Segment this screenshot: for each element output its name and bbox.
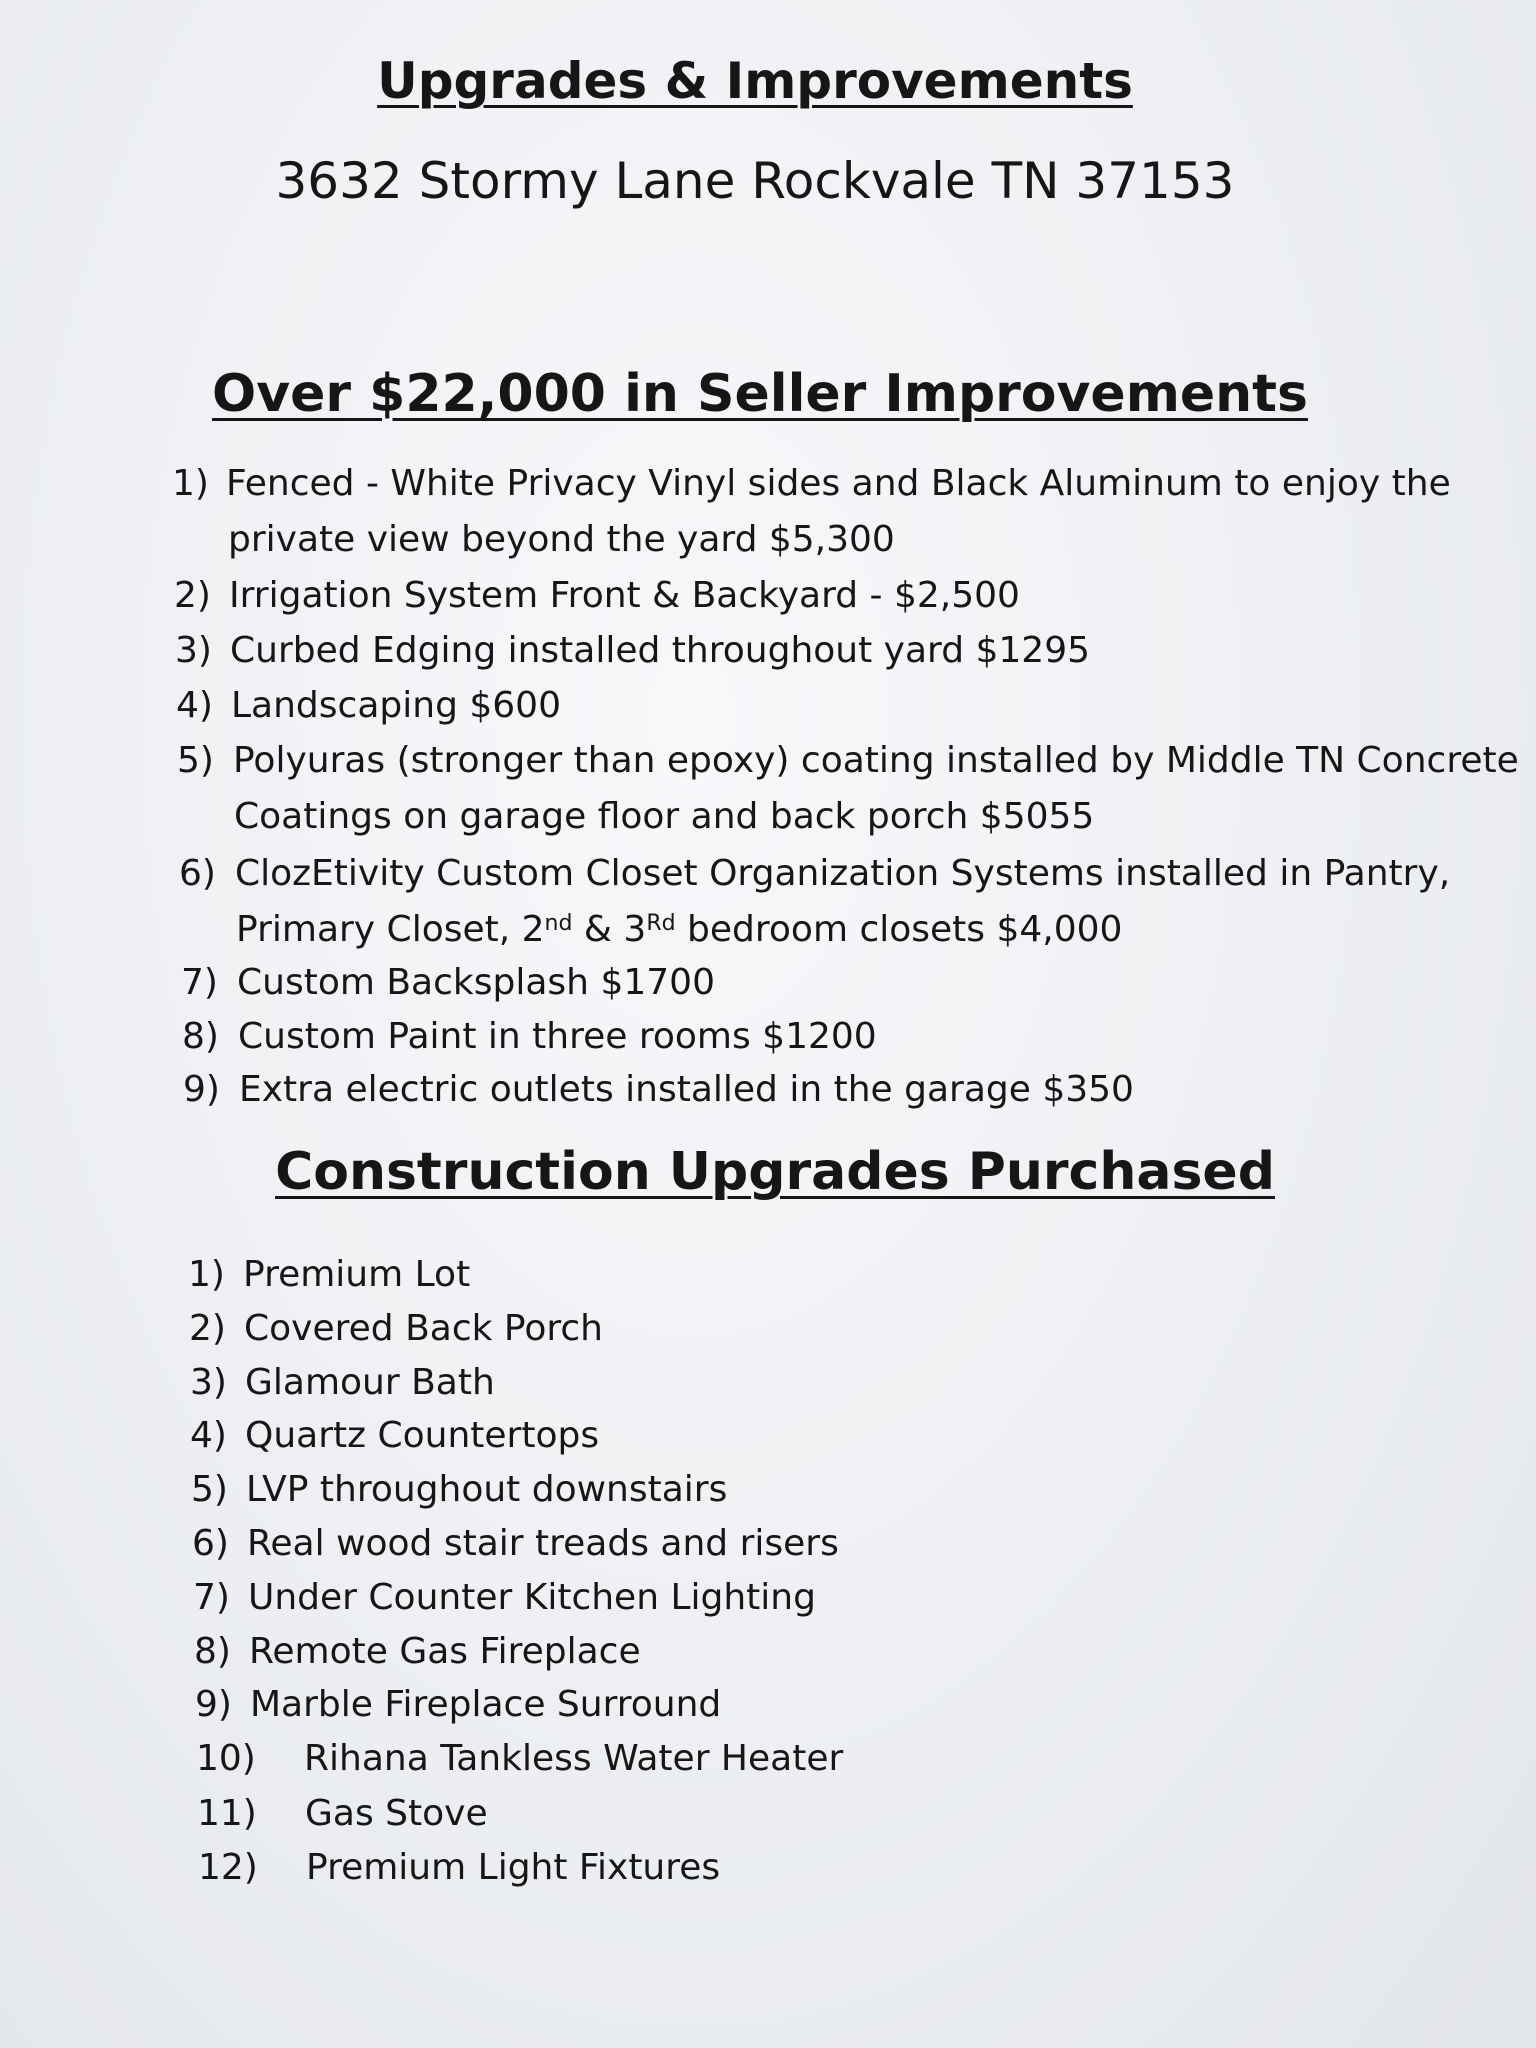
item-number: 6) <box>179 853 216 894</box>
item-text: Remote Gas Fireplace <box>249 1631 641 1672</box>
item-number: 8) <box>182 1016 219 1057</box>
superscript: Rd <box>646 911 676 936</box>
item-number: 2) <box>174 575 211 616</box>
item-text: Custom Paint in three rooms $1200 <box>238 1016 877 1057</box>
text-part: Primary Closet, 2 <box>236 909 545 950</box>
item-text: Real wood stair treads and risers <box>247 1523 839 1564</box>
item-number: 9) <box>183 1069 220 1110</box>
item-text: Polyuras (stronger than epoxy) coating installed by Middle TN Concrete <box>233 740 1519 781</box>
item-text: Custom Backsplash $1700 <box>237 962 715 1003</box>
property-address: 3632 Stormy Lane Rockvale TN 37153 <box>275 152 1235 210</box>
construction-upgrades-heading: Construction Upgrades Purchased <box>275 1142 1275 1202</box>
item-number: 4) <box>190 1415 227 1456</box>
item-number: 5) <box>177 740 214 781</box>
item-number: 10) <box>196 1738 256 1779</box>
item-text-continued: Coatings on garage floor and back porch $5055 <box>234 796 1095 837</box>
item-text-continued <box>236 902 1122 958</box>
item-number: 3) <box>175 630 212 671</box>
item-text: Extra electric outlets installed in the garage $350 <box>239 1069 1134 1110</box>
item-number: 3) <box>190 1362 227 1403</box>
item-number: 1) <box>188 1254 225 1295</box>
item-text: Glamour Bath <box>245 1362 495 1403</box>
item-text: Under Counter Kitchen Lighting <box>248 1577 816 1618</box>
item-text: Gas Stove <box>305 1793 488 1834</box>
item-text: Curbed Edging installed throughout yard $1295 <box>230 630 1091 671</box>
item-number: 8) <box>194 1631 231 1672</box>
text-part: bedroom closets $4,000 <box>675 909 1123 950</box>
item-text: Marble Fireplace Surround <box>250 1684 722 1725</box>
item-text: Covered Back Porch <box>244 1308 603 1349</box>
item-number: 6) <box>192 1523 229 1564</box>
item-number: 11) <box>197 1793 257 1834</box>
item-number: 12) <box>198 1847 258 1888</box>
superscript: nd <box>544 911 573 936</box>
item-number: 1) <box>172 463 209 504</box>
item-text: Irrigation System Front & Backyard - $2,500 <box>229 575 1020 616</box>
item-text-continued: private view beyond the yard $5,300 <box>228 519 895 560</box>
item-number: 7) <box>193 1577 230 1618</box>
item-number: 2) <box>189 1308 226 1349</box>
item-text: LVP throughout downstairs <box>246 1469 728 1510</box>
item-text: Premium Lot <box>243 1254 471 1295</box>
item-number: 5) <box>191 1469 228 1510</box>
item-number: 7) <box>181 962 218 1003</box>
item-text: Fenced - White Privacy Vinyl sides and Black Aluminum to enjoy the <box>226 463 1451 504</box>
page-title: Upgrades & Improvements <box>377 52 1133 110</box>
item-text: Rihana Tankless Water Heater <box>304 1738 844 1779</box>
item-text: Premium Light Fixtures <box>306 1847 721 1888</box>
seller-improvements-heading: Over $22,000 in Seller Improvements <box>212 364 1308 424</box>
item-text: Quartz Countertops <box>245 1415 600 1456</box>
item-number: 4) <box>176 685 213 726</box>
text-part: & 3 <box>572 909 647 950</box>
item-text: Landscaping $600 <box>231 685 561 726</box>
item-number: 9) <box>195 1684 232 1725</box>
item-text: ClozEtivity Custom Closet Organization Systems installed in Pantry, <box>235 853 1451 894</box>
